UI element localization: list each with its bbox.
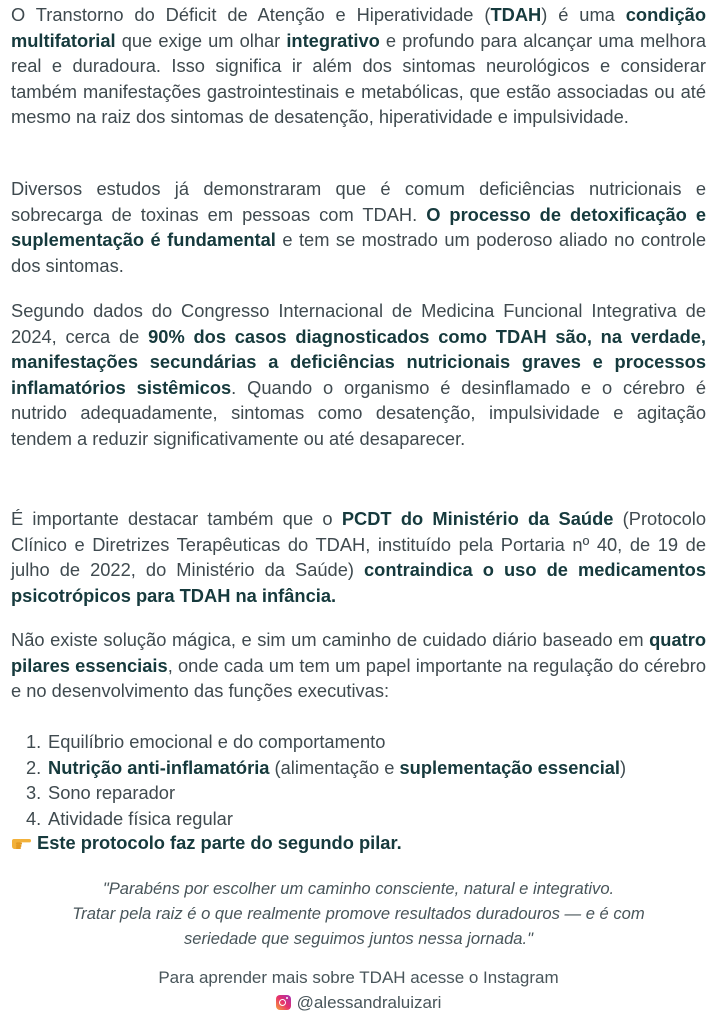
closing-quote: "Parabéns por escolher um caminho consciente, natural e integrativo. Tratar pela raiz é o que realmente promove resultados duradouros — e é com seriedade que seguimos juntos nessa jornada." — [72, 879, 645, 948]
pointing-hand-icon — [11, 836, 31, 850]
instagram-footer: Para aprender mais sobre TDAH acesse o Instagram @alessandraluizari — [0, 965, 717, 1017]
instagram-link[interactable]: @alessandraluizari — [276, 990, 442, 1015]
list-item: 2. Nutrição anti-inflamatória (alimentação e suplementação essencial) — [26, 756, 627, 778]
list-item: 1. Equilíbrio emocional e do comportamento — [26, 731, 386, 752]
second-pillar-note: Este protocolo faz parte do segundo pilar. — [11, 830, 402, 856]
pillars-list — [26, 729, 626, 831]
paragraph-studies: Diversos estudos já demonstraram que é comum deficiências nutricionais e sobrecarga de toxinas em pessoas com TDAH. O processo de detoxificação e suplementação é fundamental e tem se mostrado um poderoso aliado no controle dos sintomas. — [11, 178, 706, 276]
instagram-icon — [276, 995, 291, 1010]
paragraph-congress: Segundo dados do Congresso Internacional de Medicina Funcional Integrativa de 2024, cerca de 90% dos casos diagnosticados como TDAH são, na verdade, manifestações secundárias a deficiências nutricionais graves e processos inflamatórios sistêmicos. Quando o organismo é desinflamado e o cérebro é nutrido adequadamente, sintomas como desatenção, impulsividade e agitação tendem a reduzir significativamente ou até desaparecer. — [11, 300, 706, 449]
paragraph-pcdt: É importante destacar também que o PCDT do Ministério da Saúde (Protocolo Clínico e Diretrizes Terapêuticas do TDAH, instituído pela Portaria nº 40, de 19 de julho de 2022, do Ministério da Saúde) contraindica o uso de medicamentos psicotrópicos para TDAH na infância. — [11, 508, 706, 606]
paragraph-pillars-intro: Não existe solução mágica, e sim um caminho de cuidado diário baseado em quatro pilares essenciais, onde cada um tem um papel importante na regulação do cérebro e no desenvolvimento das funções executivas: — [11, 629, 707, 701]
list-item: 4. Atividade física regular — [26, 807, 233, 829]
paragraph-intro: O Transtorno do Déficit de Atenção e Hiperatividade (TDAH) é uma condição multifatorial que exige um olhar integrativo e profundo para alcançar uma melhora real e duradoura. Isso significa ir além dos sintomas neurológicos e considerar também manifestações gastrointestinais e metabólicas, que estão associadas ou até mesmo na raiz dos sintomas de desatenção, hiperatividade e impulsividade. — [11, 4, 706, 127]
list-item: 3. Sono reparador — [26, 782, 176, 803]
